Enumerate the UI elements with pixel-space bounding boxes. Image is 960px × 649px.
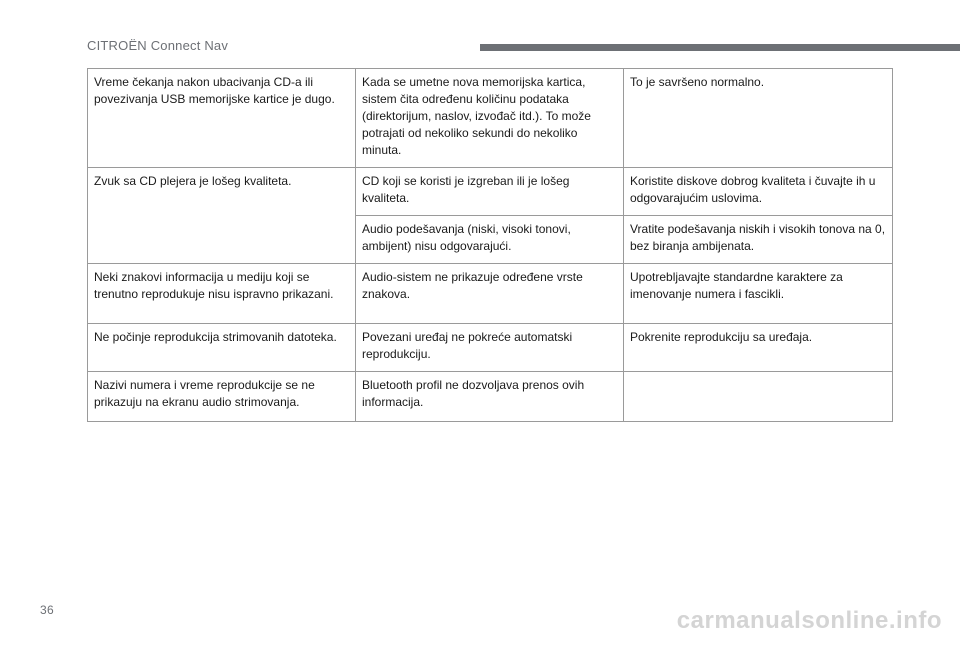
cause-cell: CD koji se koristi je izgreban ili je lošeg kvaliteta.: [356, 168, 624, 216]
solution-cell: Koristite diskove dobrog kvaliteta i čuvajte ih u odgovarajućim uslovima.: [624, 168, 893, 216]
page-number: 36: [40, 603, 54, 617]
troubleshooting-table: [87, 68, 893, 422]
problem-cell: Zvuk sa CD plejera je lošeg kvaliteta.: [88, 168, 356, 264]
problem-cell: Vreme čekanja nakon ubacivanja CD-a ili povezivanja USB memorijske kartice je dugo.: [88, 69, 356, 168]
cause-cell: Kada se umetne nova memorijska kartica, sistem čita određenu količinu podataka (direktorijum, naslov, izvođač itd.). To može potrajati od nekoliko sekundi do nekoliko minuta.: [356, 69, 624, 168]
solution-cell: Vratite podešavanja niskih i visokih tonova na 0, bez biranja ambijenata.: [624, 216, 893, 264]
table-row: [88, 372, 893, 422]
table-row: [88, 168, 893, 216]
problem-cell: Nazivi numera i vreme reprodukcije se ne prikazuju na ekranu audio strimovanja.: [88, 372, 356, 422]
problem-cell: Ne počinje reprodukcija strimovanih datoteka.: [88, 324, 356, 372]
solution-cell: Pokrenite reprodukciju sa uređaja.: [624, 324, 893, 372]
table-row: [88, 69, 893, 168]
solution-cell: Upotrebljavajte standardne karaktere za imenovanje numera i fascikli.: [624, 264, 893, 324]
table-row: [88, 324, 893, 372]
document-header-title: CITROËN Connect Nav: [87, 38, 229, 53]
header-decorative-bar: [480, 44, 960, 51]
cause-cell: Povezani uređaj ne pokreće automatski reprodukciju.: [356, 324, 624, 372]
table-row: [88, 264, 893, 324]
problem-cell: Neki znakovi informacija u mediju koji se trenutno reprodukuje nisu ispravno prikazani.: [88, 264, 356, 324]
cause-cell: Audio-sistem ne prikazuje određene vrste znakova.: [356, 264, 624, 324]
cause-cell: Audio podešavanja (niski, visoki tonovi, ambijent) nisu odgovarajući.: [356, 216, 624, 264]
solution-cell: To je savršeno normalno.: [624, 69, 893, 168]
solution-cell: [624, 372, 893, 422]
watermark-text: carmanualsonline.info: [676, 607, 942, 634]
cause-cell: Bluetooth profil ne dozvoljava prenos ovih informacija.: [356, 372, 624, 422]
